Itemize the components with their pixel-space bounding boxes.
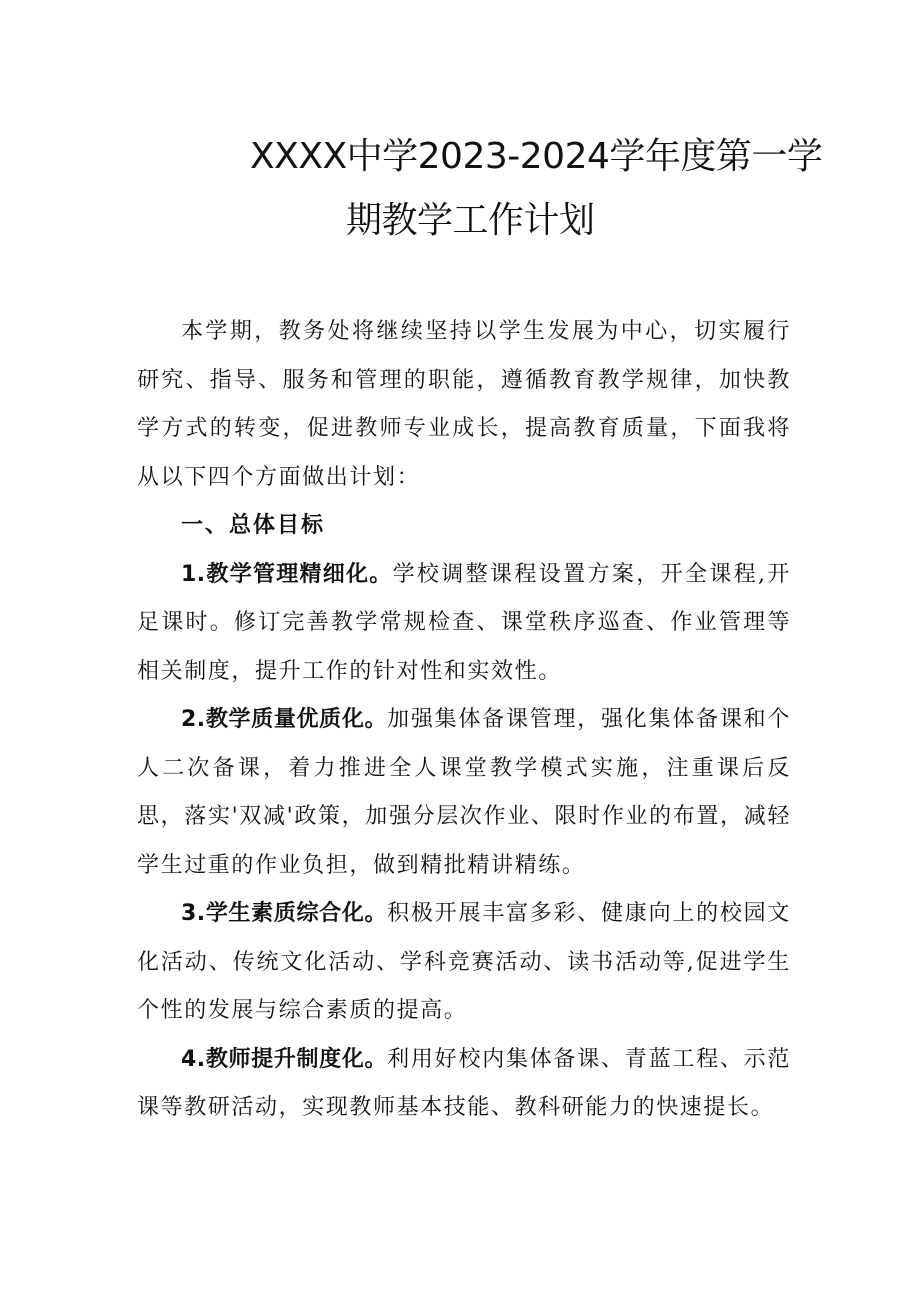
goal-item-1-lead: 1.教学管理精细化。: [181, 561, 393, 587]
goal-item-3-text: 积极开展丰富多彩、健康向上的校园文化活动、传统文化活动、学科竞赛活动、读书活动等,促进学生个性的发展与综合素质的提高。: [137, 901, 791, 1023]
document-body: [137, 308, 791, 1133]
goal-item-1-text: 学校调整课程设置方案，开全课程,开足课时。修订完善教学常规检查、课堂秩序巡查、作业管理等相关制度，提升工作的针对性和实效性。: [137, 561, 791, 684]
goal-item-3: [137, 890, 791, 1036]
goal-item-2-text: 加强集体备课管理，强化集体备课和个人二次备课，着力推进全人课堂教学模式实施，注重课后反思，落实'双减'政策，加强分层次作业、限时作业的布置，减轻学生过重的作业负担，做到精批精讲精练。: [137, 707, 791, 878]
document-title-line-1: XXXX中学2023-2024学年度第一学: [250, 136, 823, 177]
goal-item-2-lead: 2.教学质量优质化。: [181, 707, 388, 732]
goal-item-4-lead: 4.教师提升制度化。: [181, 1046, 388, 1072]
document-title-line-2: 期教学工作计划: [346, 200, 595, 241]
intro-paragraph: 本学期，教务处将继续坚持以学生发展为中心，切实履行研究、指导、服务和管理的职能，遵循教育教学规律，加快教学方式的转变，促进教师专业成长，提高教育质量，下面我将从以下四个方面做出计划：: [137, 319, 791, 490]
section-heading-overall-goals: 一、总体目标: [181, 513, 326, 538]
goal-item-1: [137, 551, 791, 697]
goal-item-3-lead: 3.学生素质综合化。: [181, 901, 388, 926]
goal-item-4: [137, 1036, 791, 1133]
goal-item-2: [137, 696, 791, 890]
goal-item-4-text: 利用好校内集体备课、青蓝工程、示范课等教研活动，实现教师基本技能、教科研能力的快速提长。: [137, 1046, 791, 1120]
